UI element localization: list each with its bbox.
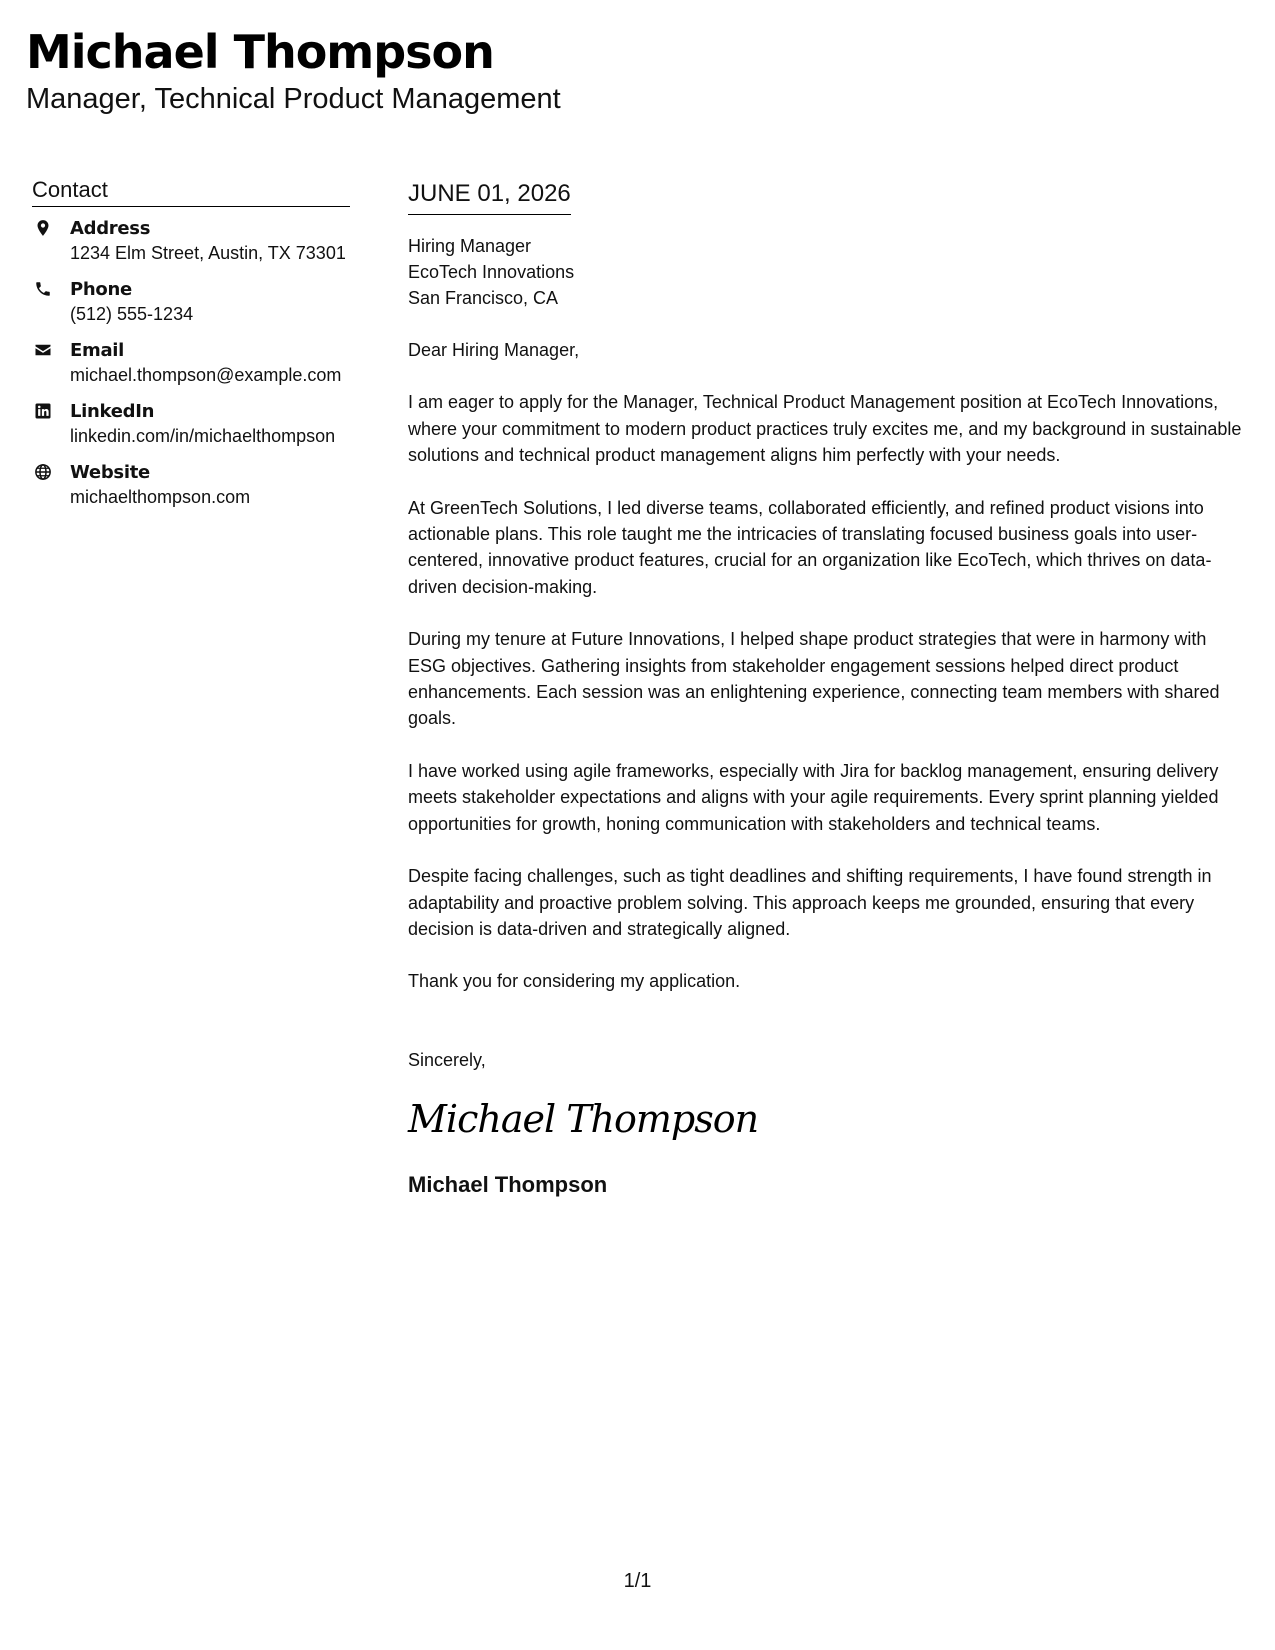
paragraph: During my tenure at Future Innovations, I helped shape product strategies that were in harmony with ESG objectives. Gathering insights from stakeholder engagement sessions helped direct product enhancements. Each session was an enlightening experience, connecting team members with shared goals.	[408, 629, 1220, 729]
paragraph: I have worked using agile frameworks, especially with Jira for backlog management, ensuring delivery meets stakeholder expectations and aligns with your agile requirements. Every sprint planning yielded opportunities for growth, honing communication with stakeholders and technical teams.	[408, 760, 1219, 834]
signed-name: Michael Thompson	[408, 1171, 608, 1197]
globe-icon	[34, 463, 52, 481]
linkedin-value: linkedin.com/in/michaelthompson	[70, 426, 336, 446]
contact-label: Phone	[70, 279, 132, 300]
contact-label: Address	[70, 218, 151, 239]
map-pin-icon	[34, 219, 52, 237]
contact-item-linkedin	[32, 400, 350, 449]
recipient-block	[408, 233, 1248, 311]
page-number: 1/1	[623, 1570, 652, 1592]
paragraph: I am eager to apply for the Manager, Technical Product Management position at EcoTech Innovations, where your commitment to modern product practices truly excites me, and my background in sustainable solutions and technical product management aligns him perfectly with your needs.	[408, 392, 1242, 466]
letter-body	[408, 178, 1248, 1199]
linkedin-icon	[34, 402, 52, 420]
paragraph: Despite facing challenges, such as tight deadlines and shifting requirements, I have found strength in adaptability and proactive problem solving. This approach keeps me grounded, ensuring that every decision is data-driven and strategically aligned.	[408, 866, 1212, 939]
signature: Michael Thompson	[408, 1096, 759, 1141]
website-value: michaelthompson.com	[70, 487, 251, 507]
contact-label: LinkedIn	[70, 401, 155, 422]
letter-date: JUNE 01, 2026	[408, 178, 571, 215]
applicant-title: Manager, Technical Product Management	[26, 83, 561, 115]
recipient-location: San Francisco, CA	[408, 288, 559, 308]
contact-label: Website	[70, 462, 150, 483]
email-value: michael.thompson@example.com	[70, 365, 342, 385]
applicant-name: Michael Thompson	[26, 25, 494, 79]
salutation: Dear Hiring Manager,	[408, 340, 580, 360]
paragraph: At GreenTech Solutions, I led diverse teams, collaborated efficiently, and refined product visions into actionable plans. This role taught me the intricacies of translating focused business goals into user-centered, innovative product features, crucial for an organization like EcoTech, which thrives on data-driven decision-making.	[408, 497, 1212, 597]
contact-item-website	[32, 461, 350, 510]
contact-item-phone	[32, 278, 350, 327]
recipient-company: EcoTech Innovations	[408, 262, 575, 282]
contact-label: Email	[70, 340, 125, 361]
header	[26, 22, 561, 116]
address-value: 1234 Elm Street, Austin, TX 73301	[70, 243, 346, 263]
contact-heading: Contact	[32, 176, 350, 207]
envelope-icon	[34, 341, 52, 359]
closing: Sincerely,	[408, 1049, 486, 1070]
contact-sidebar	[32, 176, 350, 522]
phone-value: (512) 555-1234	[70, 304, 194, 324]
phone-icon	[34, 280, 52, 298]
paragraph: Thank you for considering my application.	[408, 971, 741, 992]
recipient-name: Hiring Manager	[408, 236, 532, 256]
contact-item-address	[32, 217, 350, 266]
contact-item-email	[32, 339, 350, 388]
